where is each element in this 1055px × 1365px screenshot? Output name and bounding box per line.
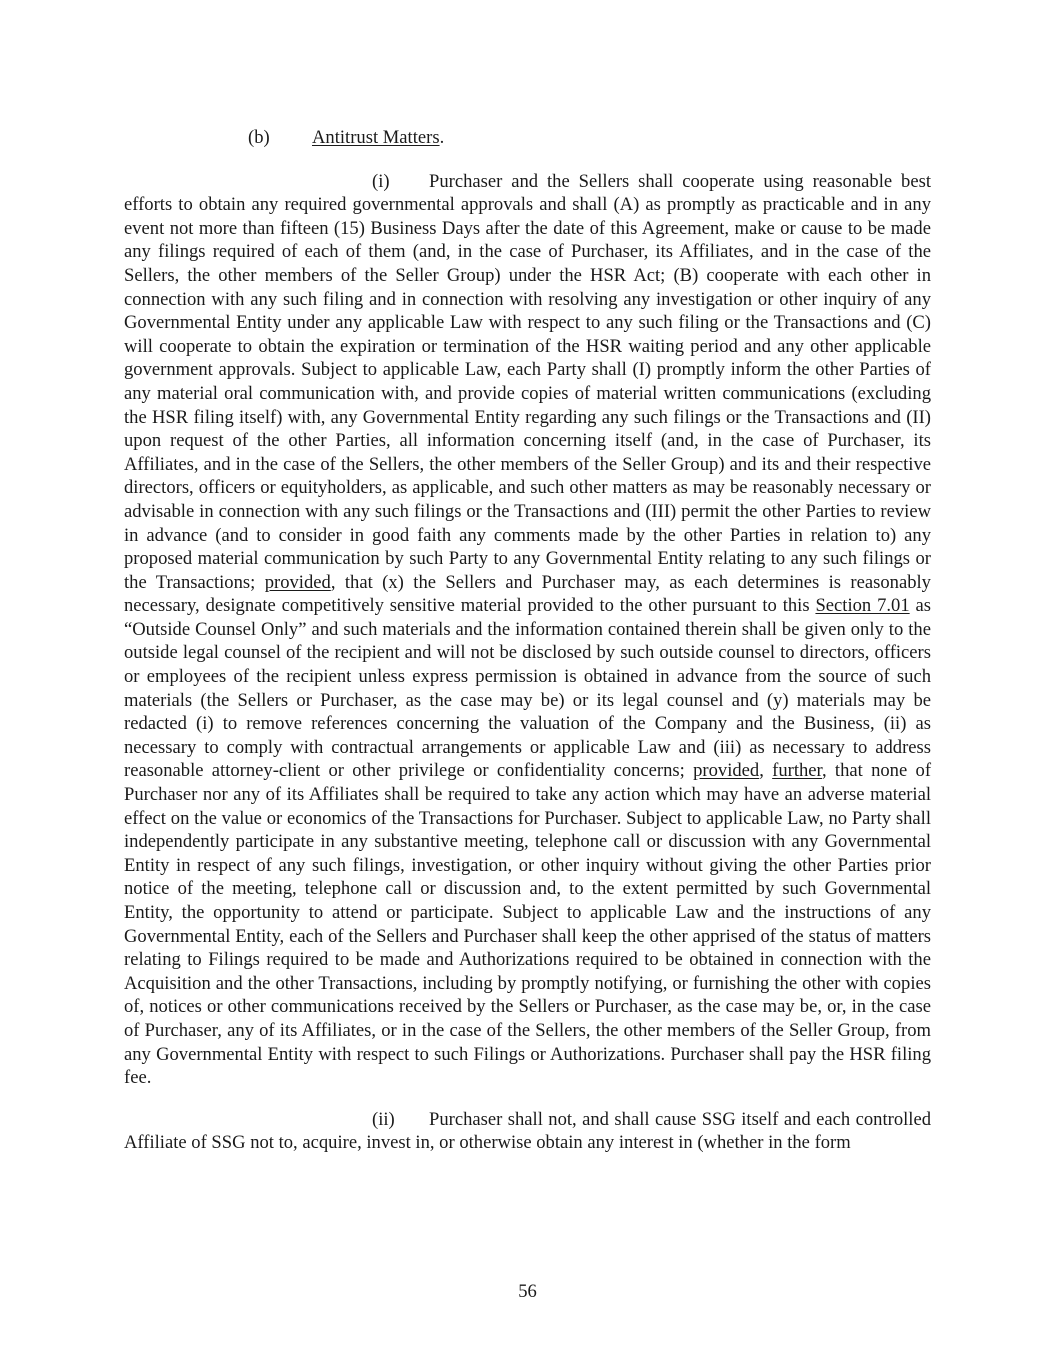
paragraph-ii-number: (ii)	[372, 1108, 395, 1130]
paragraph-i-text-3: as “Outside Counsel Only” and such materials and the information contained therein shall be given only to the outside legal counsel of the recipient and will not be disclosed by such outside counsel to directors, officers or employees of the recipient unless express permission is obtained in advance from the source of such materials (the Sellers or Purchaser, as the case may be) or its legal counsel and (y) materials may be redacted (i) to remove references concerning the valuation of the Company and the Business, (ii) as necessary to comply with contractual arrangements or applicable Law and (iii) as necessary to address reasonable attorney-client or other privilege or confidentiality concerns;	[124, 595, 932, 782]
paragraph-i-text-2: , that (x) the Sellers and Purchaser may, as each determines is reasonably necessary, designate competitively sensitive material provided to the other pursuant to this	[124, 571, 931, 617]
section-title-punct: .	[439, 127, 445, 148]
paragraph-i-number: (i)	[372, 170, 390, 192]
paragraph-i-text-1: Purchaser and the Sellers shall cooperate using reasonable best efforts to obtain any required governmental approvals and shall (A) as promptly as practicable and in any event not more than fifteen (15) Business Days after the date of this Agreement, make or cause to be made any filings required of each of them (and, in the case of Purchaser, its Affiliates, and in the case of the Sellers, the other members of the Seller Group) under the HSR Act; (B) cooperate with each other in connection with any such filing and in connection with resolving any investigation or other inquiry of any Governmental Entity under any applicable Law with respect to any such filing or the Transactions and (C) will cooperate to obtain the expiration or termination of the HSR waiting period and any other applicable government approvals. Subject to applicable Law, each Party shall (I) promptly inform the other Parties of any material oral communication with, and provide copies of material written communications (excluding the HSR filing itself) with, any Governmental Entity regarding any such filings or the Transactions and (II) upon request of the other Parties, all information concerning itself (and, in the case of Purchaser, its Affiliates, and in the case of the Sellers, the other members of the Seller Group) and its and their respective directors, officers or equityholders, as applicable, and such other matters as may be reasonably necessary or advisable in connection with any such filings or the Transactions and (III) permit the other Parties to review in advance (and to consider in good faith any comments made by the other Parties in relation to) any proposed material communication by such Party to any Governmental Entity relating to any such filings or the Transactions;	[124, 170, 931, 593]
paragraph-i-text-4: , that none of Purchaser nor any of its Affiliates shall be required to take any action which may have an adverse material effect on the value or economics of the Transactions for Purchaser. Subject to applicable Law, no Party shall independently participate in any substantive meeting, telephone call or discussion with any Governmental Entity in respect of any such filings, investigation, or other inquiry without giving the other Parties prior notice of the meeting, telephone call or discussion and, to the extent permitted by such Governmental Entity, the opportunity to attend or participate. Subject to applicable Law and the instructions of any Governmental Entity, each of the Sellers and Purchaser shall keep the other apprised of the status of matters relating to Filings required to be made and Authorizations required to be obtained in connection with the Acquisition and the other Transactions, including by promptly notifying, or furnishing the other with copies of, notices or other communications received by the Sellers or Purchaser, as the case may be, or, in the case of Purchaser, any of its Affiliates, or in the case of the Sellers, the other members of the Seller Group, from any Governmental Entity with respect to such Filings or Authorizations. Purchaser shall pay the HSR filing fee.	[124, 760, 932, 1089]
section-heading	[124, 126, 931, 150]
section-reference: Section 7.01	[815, 595, 910, 617]
paragraph-i	[124, 170, 931, 1090]
document-body	[124, 126, 931, 1155]
provided-term-2: provided	[693, 760, 760, 782]
page-number: 56	[518, 1281, 537, 1302]
further-term: further	[772, 760, 822, 782]
provided-further-separator: ,	[759, 760, 773, 782]
section-title: Antitrust Matters	[312, 127, 440, 148]
provided-term: provided	[264, 571, 331, 593]
section-number: (b)	[248, 127, 270, 148]
paragraph-ii-text: Purchaser shall not, and shall cause SSG itself and each controlled Affiliate of SSG not to, acquire, invest in, or otherwise obtain any interest in (whether in the form	[124, 1108, 931, 1154]
paragraph-ii	[124, 1108, 931, 1155]
